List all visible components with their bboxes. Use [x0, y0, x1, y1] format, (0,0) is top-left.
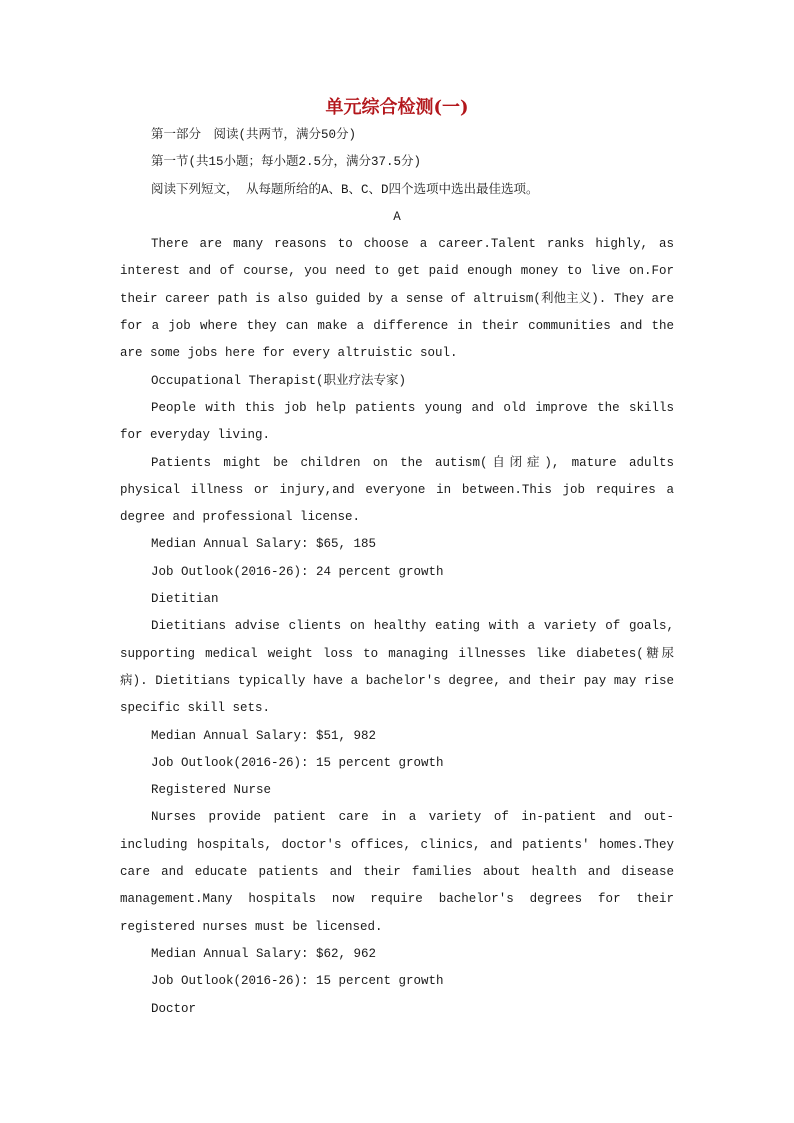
- text-line: 病). Dietitians typically have a bachelor's degree, and their pay may rise: [120, 673, 674, 688]
- outlook-line: Job Outlook(2016-26): 15 percent growth: [151, 974, 444, 989]
- text-line: management.Many hospitals now require bachelor's degrees for their: [120, 892, 674, 907]
- outlook-line: Job Outlook(2016-26): 24 percent growth: [151, 564, 444, 579]
- text-line: Nurses provide patient care in a variety of in-patient and out-: [151, 810, 674, 825]
- salary-line: Median Annual Salary: $62, 962: [151, 946, 377, 961]
- text-line: supporting medical weight loss to managing illnesses like diabetes(糖尿: [120, 646, 674, 661]
- text-line: for everyday living.: [120, 428, 271, 443]
- text-line: People with this job help patients young and old improve the skills: [151, 400, 674, 415]
- job-heading: Doctor: [151, 1001, 197, 1016]
- text-line: specific skill sets.: [120, 701, 271, 716]
- text-line: care and educate patients and their families about health and disease: [120, 865, 674, 880]
- salary-line: Median Annual Salary: $51, 982: [151, 728, 377, 743]
- part-heading: 第一部分 阅读(共两节，满分50分): [151, 128, 357, 142]
- text-line: Patients might be children on the autism(自闭症), mature adults: [151, 455, 674, 470]
- text-line: including hospitals, doctor's offices, clinics, and patients' homes.They: [120, 837, 674, 852]
- text-line: physical illness or injury,and everyone in between.This job requires a: [120, 482, 674, 497]
- document-page: [120, 94, 674, 1023]
- text-line: interest and of course, you need to get paid enough money to live on.For: [120, 264, 674, 279]
- text-line: their career path is also guided by a sense of altruism(利他主义). They are: [120, 291, 674, 306]
- page-title: 单元综合检测(一): [325, 97, 469, 118]
- passage-label: A: [393, 209, 401, 224]
- text-line: are some jobs here for every altruistic soul.: [120, 346, 458, 361]
- outlook-line: Job Outlook(2016-26): 15 percent growth: [151, 755, 444, 770]
- text-line: There are many reasons to choose a career.Talent ranks highly, as: [151, 237, 674, 252]
- text-line: for a job where they can make a difference in their communities and the: [120, 319, 674, 334]
- salary-line: Median Annual Salary: $65, 185: [151, 537, 377, 552]
- section-heading: 第一节(共15小题；每小题2.5分，满分37.5分): [151, 155, 422, 170]
- job-heading: Dietitian: [151, 592, 219, 607]
- text-line: Dietitians advise clients on healthy eating with a variety of goals,: [151, 619, 674, 634]
- job-heading: Registered Nurse: [151, 783, 272, 798]
- text-line: degree and professional license.: [120, 510, 361, 525]
- job-heading: Occupational Therapist(职业疗法专家): [151, 373, 407, 388]
- text-line: registered nurses must be licensed.: [120, 919, 383, 934]
- instruction-text: 阅读下列短文， 从每题所给的A、B、C、D四个选项中选出最佳选项。: [151, 182, 539, 197]
